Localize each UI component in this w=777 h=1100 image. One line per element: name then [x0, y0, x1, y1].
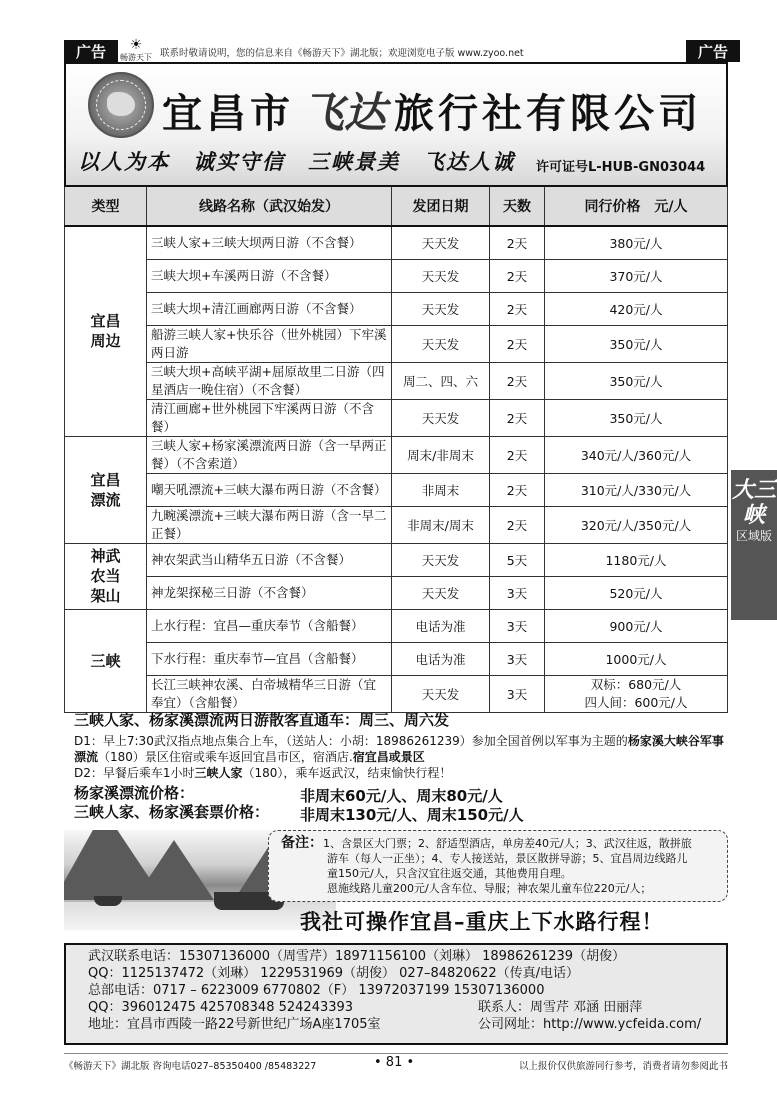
table-row [65, 259, 728, 292]
remarks-box [268, 830, 728, 902]
trip-days: 3天 [490, 576, 545, 609]
trip-days: 3天 [490, 675, 545, 712]
remarks-line: 恩施线路儿童200元/人含车位、导服；神农架儿童车位220元/人； [327, 882, 652, 895]
table-row [65, 226, 728, 259]
table-row [65, 642, 728, 675]
trade-price: 370元/人 [545, 259, 728, 292]
departure-date: 天天发 [392, 543, 490, 576]
route-name: 下水行程：重庆奉节—宜昌（含船餐） [147, 642, 392, 675]
departure-date: 天天发 [392, 259, 490, 292]
table-row [65, 399, 728, 436]
trip-days: 3天 [490, 609, 545, 642]
col-date: 发团日期 [392, 186, 490, 226]
departure-date: 周二、四、六 [392, 362, 490, 399]
qq-contacts-1: QQ：1125137472（刘琳） 1229531969（胡俊） 027–84820622（传真/电话） [88, 966, 580, 981]
table-row [65, 543, 728, 576]
trade-price: 340元/人/360元/人 [545, 436, 728, 473]
hq-phones: 总部电话：0717 – 6223009 6770802（F） 13972037199 15307136000 [88, 983, 545, 998]
trade-price: 900元/人 [545, 609, 728, 642]
col-type: 类型 [65, 186, 147, 226]
footer-disclaimer: 以上报价仅供旅游同行参考，消费者请勿参阅此书 [518, 1061, 728, 1072]
trip-days: 3天 [490, 642, 545, 675]
route-name: 船游三峡人家+快乐谷（世外桃园）下牢溪两日游 [147, 325, 392, 362]
side-tab-title: 大三峡 [731, 477, 776, 528]
ad-label-left: 广告 [64, 40, 118, 62]
direct-bus-heading: 三峡人家、杨家溪漂流两日游散客直通车：周三、周六发 [74, 711, 450, 729]
table-row [65, 473, 728, 506]
page-number: • 81 • [374, 1055, 415, 1070]
contact-box [64, 943, 728, 1045]
trip-days: 2天 [490, 436, 545, 473]
trip-days: 2天 [490, 362, 545, 399]
category-shennongjia-wudang: 神武 农当 架山 [65, 543, 147, 609]
route-name: 三峡人家+杨家溪漂流两日游（含一早两正餐）（不含索道） [147, 436, 392, 473]
trip-days: 2天 [490, 506, 545, 543]
side-tab-subtitle: 区域版 [735, 529, 772, 543]
route-name: 九畹溪漂流+三峡大瀑布两日游（含一早二正餐） [147, 506, 392, 543]
remarks-line: 游车（每人一正坐）；4、专人接送站，景区散拼导游；5、宜昌周边线路儿 [327, 852, 688, 865]
trade-price: 350元/人 [545, 399, 728, 436]
address: 地址：宜昌市西陵一路22号新世纪广场A座1705室 [88, 1017, 381, 1032]
table-row [65, 325, 728, 362]
route-name: 神农架武当山精华五日游（不含餐） [147, 543, 392, 576]
departure-date: 天天发 [392, 292, 490, 325]
trip-days: 2天 [490, 399, 545, 436]
table-row [65, 609, 728, 642]
slogan: 以人为本 诚实守信 三峡景美 飞达人诚 [78, 149, 515, 174]
route-name: 清江画廊+世外桃园下牢溪两日游（不含餐） [147, 399, 392, 436]
magazine-logo [118, 38, 154, 62]
boat-icon [94, 896, 122, 906]
trip-days: 2天 [490, 325, 545, 362]
region-side-tab [731, 470, 777, 620]
table-row [65, 576, 728, 609]
brand-calligraphy: 飞达 [302, 88, 387, 137]
remarks-line: 1、含景区大门票；2、舒适型酒店，单房差40元/人；3、武汉往返，散拼旅 [323, 837, 692, 850]
magazine-logo-text: 畅游天下 [120, 53, 152, 62]
top-note: 联系时敬请说明，您的信息来自《畅游天下》湖北版；欢迎浏览电子版 www.zyoo.net [160, 48, 524, 59]
route-name: 上水行程：宜昌—重庆奉节（含船餐） [147, 609, 392, 642]
combo-price-value: 非周末130元/人、周末150元/人 [300, 806, 524, 824]
rafting-price-label: 杨家溪漂流价格： [74, 784, 195, 802]
route-name: 三峡人家+三峡大坝两日游（不含餐） [147, 226, 392, 259]
page-footer [64, 1053, 728, 1072]
company-name-suffix: 旅行社有限公司 [394, 91, 703, 137]
globe-emblem-icon [88, 72, 154, 138]
route-name: 三峡大坝+车溪两日游（不含餐） [147, 259, 392, 292]
trade-price: 420元/人 [545, 292, 728, 325]
departure-date: 天天发 [392, 325, 490, 362]
route-name: 长江三峡神农溪、白帝城精华三日游（宜奉宜）（含船餐） [147, 675, 392, 712]
price-double-room: 双标：680元/人 [590, 676, 682, 692]
ad-label-right: 广告 [686, 40, 740, 62]
trip-days: 2天 [490, 473, 545, 506]
remarks-title: 备注： [281, 835, 323, 851]
departure-date: 天天发 [392, 399, 490, 436]
trade-price: 380元/人 [545, 226, 728, 259]
yangtze-route-banner: 我社可操作宜昌–重庆上下水路行程！ [300, 909, 664, 934]
qq-contacts-2: QQ：396012475 425708348 524243393 联系人：周雪芹 邓涵 田丽萍 [88, 1000, 643, 1015]
company-name [162, 80, 702, 140]
address-row [88, 1016, 726, 1033]
wuhan-phones: 武汉联系电话：15307136000（周雪芹）18971156100（刘琳） 18986261239（胡俊） [88, 949, 626, 964]
route-name: 三峡大坝+高峡平湖+屈原故里二日游（四星酒店一晚住宿）（不含餐） [147, 362, 392, 399]
category-yichang-surroundings: 宜昌 周边 [65, 226, 147, 436]
trade-price: 350元/人 [545, 362, 728, 399]
company-website[interactable]: 公司网址：http://www.ycfeida.com/ [478, 1017, 702, 1032]
day2-itinerary: D2：早餐后乘车1小时三峡人家（180），乘车返武汉，结束愉快行程！ [74, 766, 452, 780]
category-yichang-rafting: 宜昌 漂流 [65, 436, 147, 543]
price-quad-room: 四人间：600元/人 [584, 694, 688, 710]
trade-price [545, 675, 728, 712]
day1-itinerary: D1：早上7:30武汉指点地点集合上车，（送站人：小胡：18986261239）参加全国首例以军事为主题的杨家溪大峡谷军事漂流（180）景区住宿或乘车返回宜昌市区，宿酒店.宿宜昌或景区 [74, 734, 724, 764]
rafting-price-value: 非周末60元/人、周末80元/人 [300, 787, 503, 805]
trip-days: 2天 [490, 226, 545, 259]
trade-price: 310元/人/330元/人 [545, 473, 728, 506]
trip-days: 2天 [490, 259, 545, 292]
trip-days: 5天 [490, 543, 545, 576]
trade-price: 320元/人/350元/人 [545, 506, 728, 543]
remarks-line: 童150元/人，只含汉宜往返交通，其他费用自理。 [327, 867, 572, 880]
trip-days: 2天 [490, 292, 545, 325]
departure-date: 天天发 [392, 675, 490, 712]
license-number: 许可证号L-HUB-GN03044 [536, 160, 706, 175]
trade-price: 520元/人 [545, 576, 728, 609]
departure-date: 天天发 [392, 576, 490, 609]
trade-price: 1180元/人 [545, 543, 728, 576]
departure-date: 周末/非周末 [392, 436, 490, 473]
departure-date: 非周末/周末 [392, 506, 490, 543]
table-row [65, 362, 728, 399]
col-days: 天数 [490, 186, 545, 226]
company-header [64, 62, 728, 185]
table-row [65, 436, 728, 473]
table-row [65, 292, 728, 325]
combo-price-label: 三峡人家、杨家溪套票价格： [74, 803, 270, 821]
route-name: 嘲天吼漂流+三峡大瀑布两日游（不含餐） [147, 473, 392, 506]
trade-price: 1000元/人 [545, 642, 728, 675]
route-name: 三峡大坝+清江画廊两日游（不含餐） [147, 292, 392, 325]
company-name-prefix: 宜昌市 [162, 91, 294, 137]
sun-icon: ☀ [129, 37, 143, 53]
category-three-gorges: 三峡 [65, 609, 147, 712]
table-row [65, 506, 728, 543]
departure-date: 天天发 [392, 226, 490, 259]
footer-left: 《畅游天下》湖北版 咨询电话027–85350400 /85483227 [64, 1061, 317, 1072]
departure-date: 电话为准 [392, 609, 490, 642]
col-route: 线路名称（武汉始发） [147, 186, 392, 226]
departure-date: 电话为准 [392, 642, 490, 675]
table-header-row [65, 186, 728, 226]
route-name: 神龙架探秘三日游（不含餐） [147, 576, 392, 609]
contact-people: 联系人：周雪芹 邓涵 田丽萍 [478, 1000, 643, 1015]
departure-date: 非周末 [392, 473, 490, 506]
routes-table [64, 185, 728, 713]
col-price: 同行价格 元/人 [545, 186, 728, 226]
table-row [65, 675, 728, 712]
trade-price: 350元/人 [545, 325, 728, 362]
